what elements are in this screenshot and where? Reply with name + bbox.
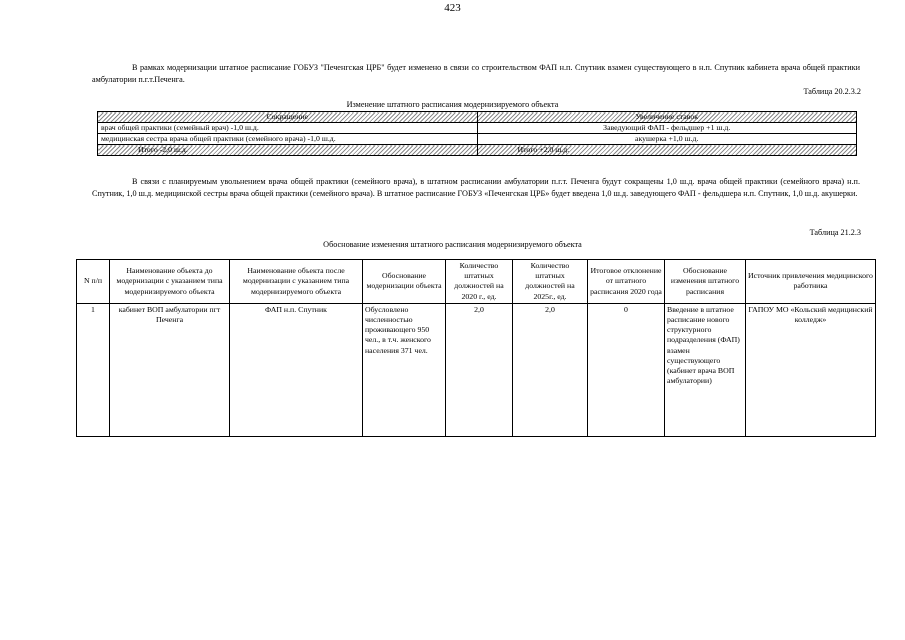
table-cell: 2,0 bbox=[513, 303, 588, 436]
header-change-reason: Обоснование изменения штатного расписания bbox=[665, 260, 746, 304]
table2-reference: Таблица 21.2.3 bbox=[809, 228, 861, 237]
paragraph-explanation: В связи с планируемым увольнением врача общей практики (семейного врача), в штатном расписании амбулатории п.г.т. Печенга будут сокращены 1,0 ш.д. врача общей практики (семейного врача) н.п. Спутник, 1,0 ш.д. медицинской сестры врача общей практики (семейного врача). В штатное расписание ГОБУЗ «Печенгская ЦРБ» будет введена 1,0 ш.д. заведующего ФАП - фельдшера н.п. Спутник, 1,0 ш.д. акушерки. bbox=[92, 177, 860, 198]
table-cell: 1 bbox=[77, 303, 110, 436]
table1-reference: Таблица 20.2.3.2 bbox=[803, 87, 861, 96]
table-cell: Заведующий ФАП - фельдшер +1 ш.д. bbox=[477, 123, 857, 134]
header-number: N п/п bbox=[77, 260, 110, 304]
page-number: 423 bbox=[444, 2, 461, 14]
table-cell: Введение в штатное расписание нового структурного подразделения (ФАП) взамен существующего (кабинет врача ВОП амбулатории) bbox=[665, 303, 746, 436]
table-cell: медицинская сестра врача общей практики (семейного врача) -1,0 ш.д. bbox=[98, 134, 478, 145]
header-reduction: Сокращение bbox=[98, 112, 478, 123]
table-cell: 2,0 bbox=[446, 303, 513, 436]
table-cell: ФАП н.п. Спутник bbox=[230, 303, 363, 436]
table-cell: врач общей практики (семейный врач) -1,0 ш.д. bbox=[98, 123, 478, 134]
header-deviation: Итоговое отклонение от штатного расписания 2020 года bbox=[588, 260, 665, 304]
table-total-row bbox=[98, 145, 857, 156]
total-increase: Итого +2,0 ш.д. bbox=[477, 145, 857, 156]
header-object-before: Наименование объекта до модернизации с указанием типа модернизируемого объекта bbox=[110, 260, 230, 304]
header-count-2025: Количество штатных должностей на 2025г., ед. bbox=[513, 260, 588, 304]
table-header-row bbox=[98, 112, 857, 123]
header-increase: Увеличение ставок bbox=[477, 112, 857, 123]
paragraph-intro: В рамках модернизации штатное расписание ГОБУЗ "Печенгская ЦРБ" будет изменено в связи со строительством ФАП н.п. Спутник взамен существующего в н.п. Спутник кабинета врача общей практики амбулатории п.г.т.Печенга. bbox=[92, 63, 860, 84]
staffing-change-table bbox=[97, 111, 857, 156]
table-row bbox=[98, 134, 857, 145]
header-source: Источник привлечения медицинского работника bbox=[746, 260, 876, 304]
total-reduction: Итого -2,0 ш.д. bbox=[98, 145, 478, 156]
header-object-after: Наименование объекта после модернизации с указанием типа модернизируемого объекта bbox=[230, 260, 363, 304]
table-cell: кабинет ВОП амбулатории пгт Печенга bbox=[110, 303, 230, 436]
table-cell: ГАПОУ МО «Кольский медицинский колледж» bbox=[746, 303, 876, 436]
table-row bbox=[77, 303, 876, 436]
table2-title: Обоснование изменения штатного расписания модернизируемого объекта bbox=[323, 240, 582, 249]
table-row bbox=[98, 123, 857, 134]
table-cell: акушерка +1,0 ш.д. bbox=[477, 134, 857, 145]
table-cell: Обусловлено численностью проживающего 950 чел., в т.ч. женского населения 371 чел. bbox=[363, 303, 446, 436]
header-count-2020: Количество штатных должностей на 2020 г., ед. bbox=[446, 260, 513, 304]
header-justification: Обоснование модернизации объекта bbox=[363, 260, 446, 304]
table1-title: Изменение штатного расписания модернизируемого объекта bbox=[346, 100, 559, 109]
justification-table bbox=[76, 259, 876, 437]
table-header-row bbox=[77, 260, 876, 304]
table-cell: 0 bbox=[588, 303, 665, 436]
